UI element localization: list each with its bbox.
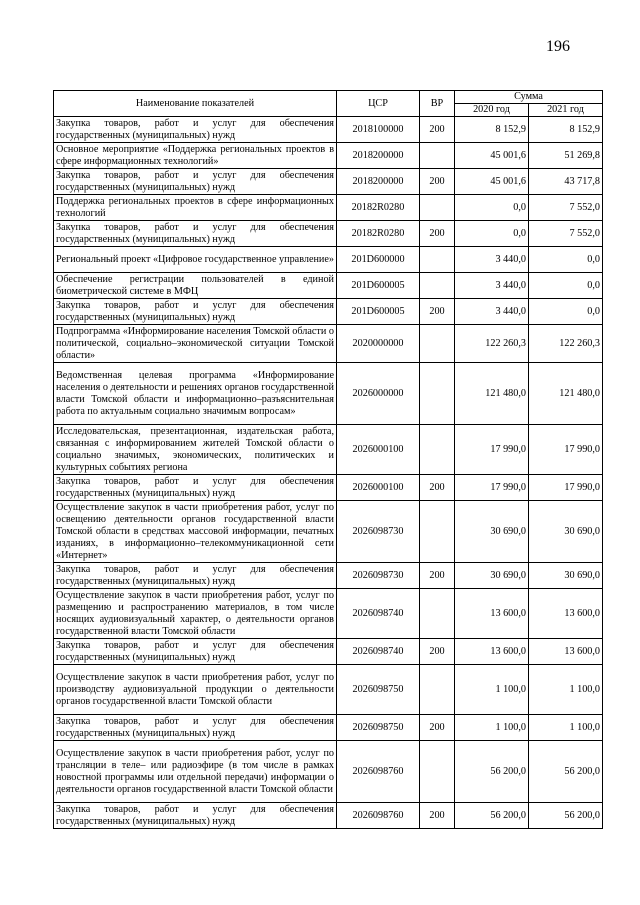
row-amount-2020: 0,0 (455, 195, 529, 221)
budget-table (53, 90, 603, 829)
row-vr: 200 (420, 299, 455, 325)
table-row (54, 425, 603, 475)
header-sum: Сумма (455, 91, 603, 104)
header-year-2020: 2020 год (455, 104, 529, 117)
row-amount-2020: 3 440,0 (455, 247, 529, 273)
row-amount-2021: 1 100,0 (529, 715, 603, 741)
row-amount-2021: 51 269,8 (529, 143, 603, 169)
row-amount-2021: 0,0 (529, 273, 603, 299)
table-row (54, 563, 603, 589)
row-vr (420, 665, 455, 715)
table-row (54, 501, 603, 563)
row-amount-2021: 8 152,9 (529, 117, 603, 143)
row-name: Закупка товаров, работ и услуг для обеспечения государственных (муниципальных) нужд (54, 715, 337, 741)
table-row (54, 221, 603, 247)
row-csr: 2026000000 (337, 363, 420, 425)
row-vr: 200 (420, 803, 455, 829)
row-name: Региональный проект «Цифровое государственное управление» (54, 247, 337, 273)
row-csr: 2018200000 (337, 169, 420, 195)
row-amount-2020: 56 200,0 (455, 803, 529, 829)
row-name: Закупка товаров, работ и услуг для обеспечения государственных (муниципальных) нужд (54, 117, 337, 143)
row-amount-2020: 122 260,3 (455, 325, 529, 363)
table-row (54, 363, 603, 425)
row-amount-2020: 0,0 (455, 221, 529, 247)
row-vr: 200 (420, 475, 455, 501)
row-csr: 2026098730 (337, 501, 420, 563)
row-name: Подпрограмма «Информирование населения Томской области о политической, социально–экономической ситуации Томской области» (54, 325, 337, 363)
row-amount-2021: 43 717,8 (529, 169, 603, 195)
row-amount-2021: 0,0 (529, 247, 603, 273)
row-amount-2021: 17 990,0 (529, 425, 603, 475)
row-vr (420, 325, 455, 363)
row-vr (420, 195, 455, 221)
row-amount-2020: 13 600,0 (455, 589, 529, 639)
row-vr: 200 (420, 117, 455, 143)
row-csr: 2026098750 (337, 715, 420, 741)
row-amount-2020: 17 990,0 (455, 475, 529, 501)
table-row (54, 639, 603, 665)
row-amount-2020: 8 152,9 (455, 117, 529, 143)
table-row (54, 299, 603, 325)
row-name: Закупка товаров, работ и услуг для обеспечения государственных (муниципальных) нужд (54, 639, 337, 665)
row-csr: 20182R0280 (337, 195, 420, 221)
row-name: Ведомственная целевая программа «Информирование населения о деятельности и решениях органов государственной власти Томской области и информационно–разъяснительная работа по актуальным социально значимым вопросам» (54, 363, 337, 425)
table-row (54, 325, 603, 363)
row-csr: 2018100000 (337, 117, 420, 143)
row-name: Осуществление закупок в части приобретения работ, услуг по освещению деятельности органов государственной власти Томской области в средствах массовой информации, печатных изданиях, в информационно–телекоммуникационной сети «Интернет» (54, 501, 337, 563)
row-amount-2020: 3 440,0 (455, 273, 529, 299)
row-amount-2020: 45 001,6 (455, 143, 529, 169)
row-csr: 2020000000 (337, 325, 420, 363)
row-amount-2020: 121 480,0 (455, 363, 529, 425)
row-amount-2021: 122 260,3 (529, 325, 603, 363)
row-name: Закупка товаров, работ и услуг для обеспечения государственных (муниципальных) нужд (54, 563, 337, 589)
table-row (54, 195, 603, 221)
row-amount-2020: 17 990,0 (455, 425, 529, 475)
row-name: Закупка товаров, работ и услуг для обеспечения государственных (муниципальных) нужд (54, 299, 337, 325)
row-name: Обеспечение регистрации пользователей в единой биометрической системе в МФЦ (54, 273, 337, 299)
header-csr: ЦСР (337, 91, 420, 117)
row-vr: 200 (420, 563, 455, 589)
table-body (54, 117, 603, 829)
row-amount-2021: 0,0 (529, 299, 603, 325)
row-csr: 2018200000 (337, 143, 420, 169)
row-name: Осуществление закупок в части приобретения работ, услуг по производству аудиовизуальной продукции о деятельности органов государственной власти Томской области (54, 665, 337, 715)
row-csr: 2026098760 (337, 741, 420, 803)
table-row (54, 273, 603, 299)
row-amount-2021: 1 100,0 (529, 665, 603, 715)
row-name: Осуществление закупок в части приобретения работ, услуг по размещению и распространению материалов, в том числе носящих аудиовизуальный характер, о деятельности органов государственной власти Томской области (54, 589, 337, 639)
row-amount-2020: 30 690,0 (455, 501, 529, 563)
row-amount-2020: 3 440,0 (455, 299, 529, 325)
row-vr: 200 (420, 169, 455, 195)
row-vr (420, 363, 455, 425)
page-number: 196 (546, 38, 570, 55)
row-amount-2021: 30 690,0 (529, 501, 603, 563)
row-vr (420, 143, 455, 169)
row-vr (420, 501, 455, 563)
row-amount-2020: 56 200,0 (455, 741, 529, 803)
row-csr: 201D600005 (337, 273, 420, 299)
row-name: Закупка товаров, работ и услуг для обеспечения государственных (муниципальных) нужд (54, 221, 337, 247)
row-vr (420, 273, 455, 299)
row-amount-2021: 56 200,0 (529, 803, 603, 829)
header-year-2021: 2021 год (529, 104, 603, 117)
row-amount-2021: 13 600,0 (529, 589, 603, 639)
row-name: Осуществление закупок в части приобретения работ, услуг по трансляции в теле– или радиоэфире (в том числе в рамках новостной программы или отдельной передачи) информации о деятельности органов государственной власти Томской области (54, 741, 337, 803)
table-row (54, 247, 603, 273)
row-name: Закупка товаров, работ и услуг для обеспечения государственных (муниципальных) нужд (54, 169, 337, 195)
row-vr: 200 (420, 639, 455, 665)
header-vr: ВР (420, 91, 455, 117)
row-name: Закупка товаров, работ и услуг для обеспечения государственных (муниципальных) нужд (54, 475, 337, 501)
row-amount-2021: 56 200,0 (529, 741, 603, 803)
table-row (54, 803, 603, 829)
row-vr (420, 425, 455, 475)
row-name: Исследовательская, презентационная, издательская работа, связанная с информированием жителей Томской области о социально значимых, экономических, политических и культурных событиях региона (54, 425, 337, 475)
row-amount-2021: 13 600,0 (529, 639, 603, 665)
table-row (54, 475, 603, 501)
row-vr (420, 589, 455, 639)
row-amount-2020: 13 600,0 (455, 639, 529, 665)
row-vr: 200 (420, 221, 455, 247)
row-amount-2021: 30 690,0 (529, 563, 603, 589)
row-amount-2020: 45 001,6 (455, 169, 529, 195)
row-vr: 200 (420, 715, 455, 741)
row-vr (420, 247, 455, 273)
row-amount-2021: 7 552,0 (529, 195, 603, 221)
row-vr (420, 741, 455, 803)
row-csr: 201D600000 (337, 247, 420, 273)
row-name: Поддержка региональных проектов в сфере информационных технологий (54, 195, 337, 221)
table-row (54, 741, 603, 803)
table-row (54, 589, 603, 639)
row-csr: 2026098750 (337, 665, 420, 715)
table-row (54, 143, 603, 169)
row-csr: 2026098730 (337, 563, 420, 589)
row-csr: 2026098740 (337, 589, 420, 639)
row-name: Основное мероприятие «Поддержка региональных проектов в сфере информационных технологий» (54, 143, 337, 169)
row-csr: 2026000100 (337, 425, 420, 475)
table-header (54, 91, 603, 117)
row-name: Закупка товаров, работ и услуг для обеспечения государственных (муниципальных) нужд (54, 803, 337, 829)
row-csr: 20182R0280 (337, 221, 420, 247)
row-csr: 201D600005 (337, 299, 420, 325)
table-row (54, 117, 603, 143)
header-name: Наименование показателей (54, 91, 337, 117)
table-row (54, 665, 603, 715)
row-csr: 2026000100 (337, 475, 420, 501)
row-csr: 2026098760 (337, 803, 420, 829)
row-amount-2021: 7 552,0 (529, 221, 603, 247)
table-row (54, 715, 603, 741)
row-amount-2021: 17 990,0 (529, 475, 603, 501)
row-amount-2021: 121 480,0 (529, 363, 603, 425)
row-amount-2020: 1 100,0 (455, 665, 529, 715)
table-row (54, 169, 603, 195)
row-amount-2020: 1 100,0 (455, 715, 529, 741)
row-csr: 2026098740 (337, 639, 420, 665)
row-amount-2020: 30 690,0 (455, 563, 529, 589)
